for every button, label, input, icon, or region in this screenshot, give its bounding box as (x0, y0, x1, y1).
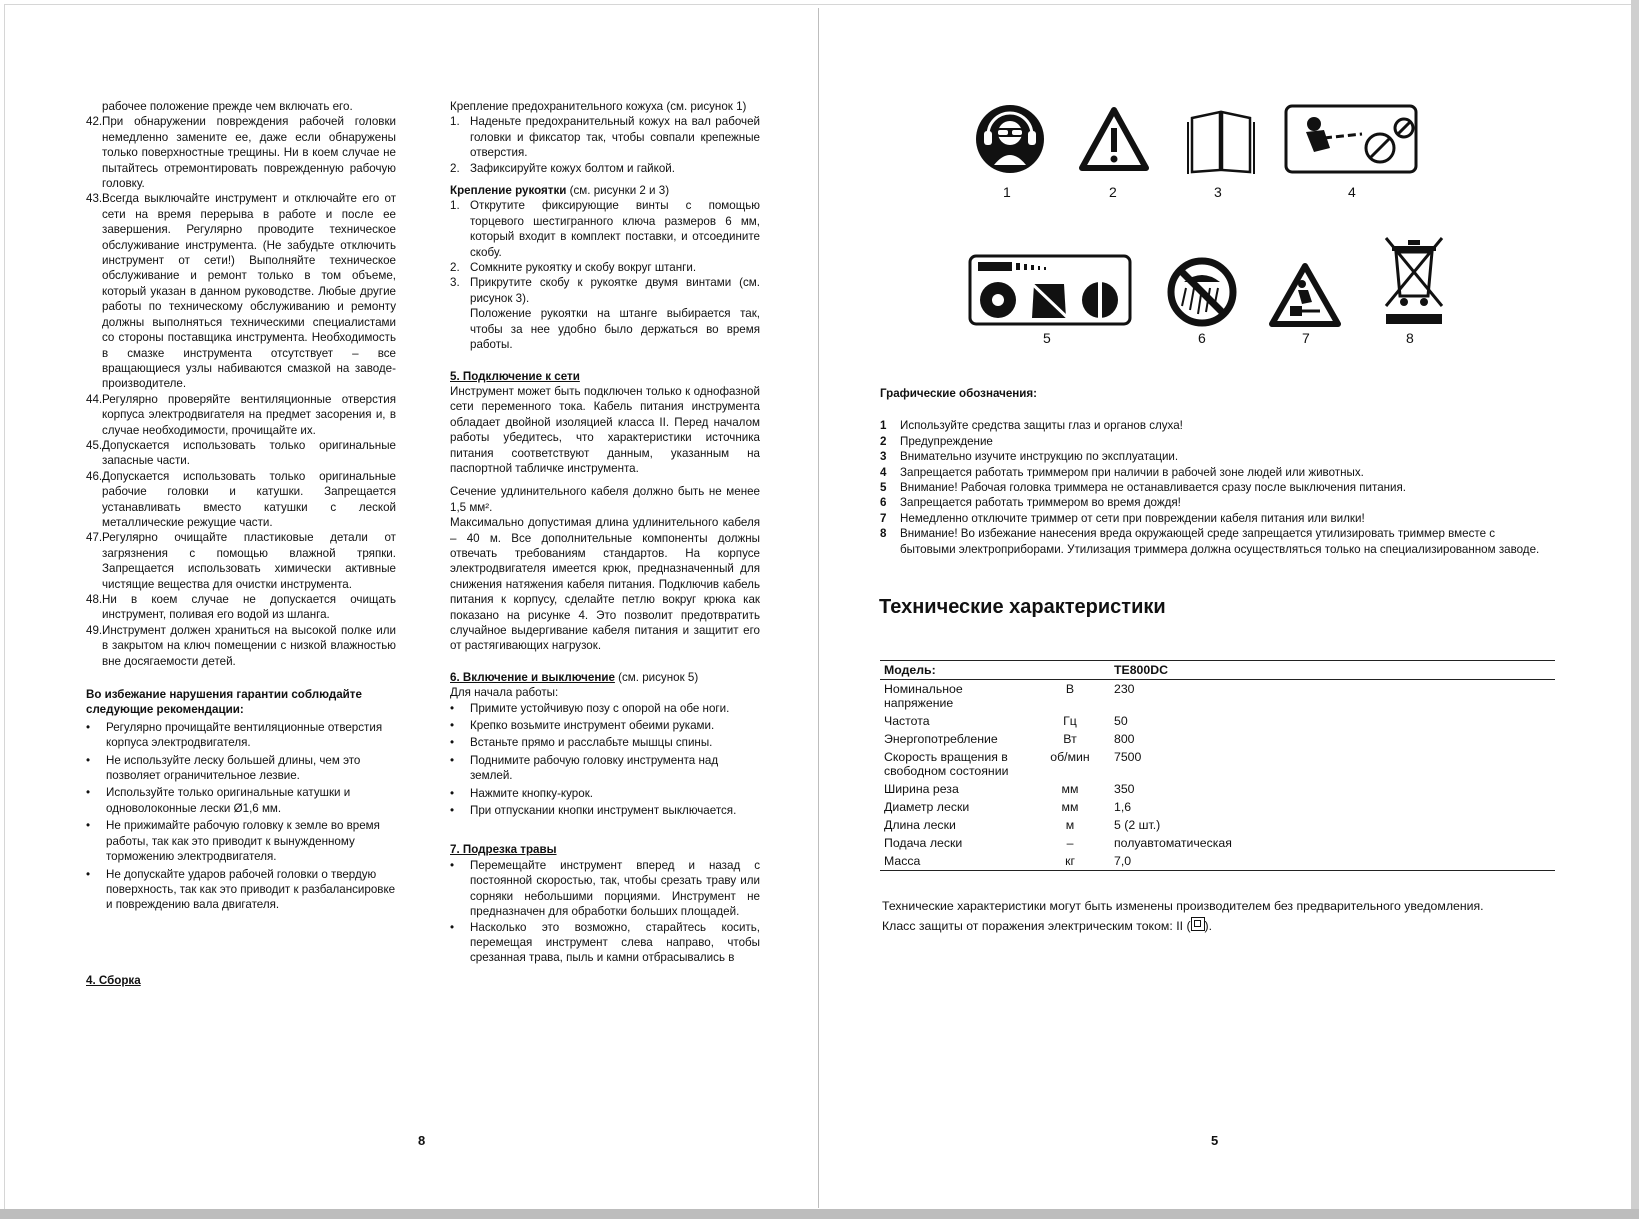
item-number: • (450, 920, 455, 934)
guard-heading: Крепление предохранительного кожуха (см. рисунок 1) (450, 100, 747, 113)
symbol-text: Используйте средства защиты глаз и органов слуха! (900, 419, 1183, 433)
handle-note: Положение рукоятки на штанге выбирается так, чтобы за нее удобно было держаться во время работы. (470, 307, 760, 352)
handle-heading (450, 183, 760, 198)
spec-label: Диаметр лески (884, 800, 970, 814)
list-item (86, 438, 396, 469)
list-item (450, 735, 760, 750)
symbol-text: Запрещается работать триммером во время дождя! (900, 496, 1181, 510)
symbol-text: Внимательно изучите инструкцию по эксплуатации. (900, 450, 1179, 464)
list-item (86, 114, 396, 191)
list-item (450, 161, 760, 176)
item-text: Поднимите рабочую головку инструмента над землей. (470, 753, 719, 783)
section-5-p2: Сечение удлинительного кабеля должно быть не менее 1,5 мм². (450, 485, 760, 514)
item-text: Крепко возьмите инструмент обеими руками. (470, 719, 715, 733)
spec-row (880, 712, 1555, 730)
item-number: • (86, 753, 91, 767)
symbol-item (880, 480, 1550, 495)
list-item (86, 785, 396, 816)
item-number: 45. (86, 438, 103, 452)
item-number: 3. (450, 276, 460, 290)
spec-row (880, 852, 1555, 871)
list-item (450, 260, 760, 275)
spec-label: Скорость вращения в свободном состоянии (884, 750, 1009, 778)
list-item (450, 198, 760, 260)
icon-caption: 4 (1348, 184, 1356, 200)
item-text: Встаньте прямо и расслабьте мышцы спины. (470, 736, 713, 750)
spec-unit: В (1065, 682, 1075, 696)
warning-triangle-icon (1078, 106, 1150, 172)
list-item (86, 623, 396, 669)
section-7-heading: 7. Подрезка травы (450, 843, 557, 857)
item-number: 2. (450, 161, 460, 175)
item-41-tail: рабочее положение прежде чем включать его. (102, 100, 353, 113)
item-number: 2. (450, 261, 460, 275)
item-number: • (86, 720, 91, 734)
spec-row (880, 748, 1555, 780)
item-text: Сомкните рукоятку и скобу вокруг штанги. (470, 261, 697, 275)
list-item (450, 718, 760, 733)
item-number: 1. (450, 115, 460, 129)
spec-row (880, 680, 1555, 713)
spec-label: Длина лески (884, 818, 956, 832)
right-page-number: 5 (1211, 1133, 1219, 1148)
spec-notes (882, 896, 1562, 936)
icon-caption: 1 (1003, 184, 1011, 200)
item-number: 43. (86, 192, 103, 206)
section-6-heading-rest: (см. рисунок 5) (614, 670, 699, 684)
icon-caption: 6 (1198, 330, 1206, 346)
item-number: 1. (450, 199, 460, 213)
list-item (450, 753, 760, 784)
spec-unit: мм (1061, 800, 1079, 814)
list-item (450, 275, 760, 306)
section-6-list (450, 701, 760, 819)
recycling-bin-crossed-icon (1382, 234, 1446, 328)
list-item (86, 530, 396, 592)
symbols-list (880, 418, 1550, 557)
symbol-item (880, 465, 1550, 480)
item-number: • (450, 719, 455, 733)
rotating-head-warning-icon (968, 254, 1132, 326)
item-text: Регулярно прочищайте вентиляционные отверстия корпуса электродвигателя. (106, 720, 383, 750)
section-5-p3: Максимально допустимая длина удлинительного кабеля – 40 м. Все дополнительные компоненты должны отвечать требованиям стандартов. На корпусе электродвигателя имеется крюк, предназначенный для снижения натяжения кабеля питания. Подключив кабель питания к корпусу, сделайте петлю вокруг крюка как показано на рисунке 4. Это позволит предотвратить случайное выдергивание кабеля питания и защитит его от растягивающих нагрузок. (450, 516, 760, 653)
icon-caption: 5 (1043, 330, 1051, 346)
spec-row (880, 780, 1555, 798)
list-item (86, 469, 396, 531)
item-number: • (450, 858, 455, 872)
item-number: • (86, 786, 91, 800)
list-item (450, 803, 760, 818)
page-divider (818, 8, 819, 1208)
handle-steps (450, 198, 760, 306)
spec-value: 1,6 (1114, 800, 1132, 814)
item-text: Прикрутите скобу к рукоятке двумя винтами (см. рисунок 3). (470, 276, 760, 305)
section-6-intro: Для начала работы: (450, 686, 559, 700)
item-text: Инструмент должен храниться на высокой полке или в закрытом на ключ помещении с низкой влажностью вне досягаемости детей. (102, 623, 396, 668)
item-text: Открутите фиксирующие винты с помощью торцевого шестигранного ключа размеров 6 мм, который входит в комплект поставки, и отсоедините скобу. (470, 199, 760, 259)
item-number: 42. (86, 115, 103, 129)
spec-unit: м (1065, 818, 1075, 832)
symbol-item (880, 449, 1550, 464)
spec-header-row (880, 661, 1555, 680)
list-item (86, 818, 396, 864)
item-number: • (450, 786, 455, 800)
item-number: 49. (86, 623, 103, 637)
spec-value: 350 (1114, 782, 1135, 796)
list-item (86, 720, 396, 751)
item-text: При отпускании кнопки инструмент выключается. (470, 804, 737, 818)
warranty-list (86, 720, 396, 913)
item-text: Используйте только оригинальные катушки и одноволоконные лески Ø1,6 мм. (106, 786, 351, 815)
icon-caption: 3 (1214, 184, 1222, 200)
double-insulation-icon (1191, 917, 1205, 931)
section-5-p1: Инструмент может быть подключен только к однофазной сети переменного тока. Кабель питания инструмента обладает двойной изоляцией класса II. Перед началом работы убедитесь, что характеристики источника питания соответствуют данным, указанным на паспортной табличке инструмента. (450, 384, 760, 475)
list-item (86, 392, 396, 438)
item-text: Перемещайте инструмент вперед и назад с постоянной скоростью, так, чтобы срезать траву или сорняки небольшими порциями. Инструмент не предназначен для обработки больших площадей. (470, 858, 760, 919)
protection-class-end: ). (1204, 919, 1213, 933)
spec-unit: кг (1030, 852, 1110, 871)
spec-label: Подача лески (884, 836, 963, 850)
item-text: Не допускайте ударов рабочей головки о твердую поверхность, так как это приводит к разбалансировке и повреждению вала двигателя. (106, 867, 396, 912)
list-item (450, 858, 760, 920)
spec-value: 230 (1114, 682, 1135, 696)
section-5-heading: 5. Подключение к сети (450, 369, 580, 383)
list-item (450, 114, 760, 160)
spec-header-value: TE800DC (1110, 661, 1555, 680)
left-column-1 (86, 99, 396, 988)
no-rain-icon (1166, 256, 1238, 328)
item-text: Допускается использовать только оригинальные рабочие головки и катушки. Запрещается устанавливать вместо катушки с леской металлические режущие части. (102, 469, 396, 529)
item-number: • (450, 736, 455, 750)
left-page-number: 8 (418, 1133, 426, 1148)
spec-row (880, 834, 1555, 852)
spec-value: 50 (1114, 714, 1128, 728)
list-item (450, 701, 760, 716)
spec-label: Энергопотребление (884, 732, 998, 746)
section-4-heading: 4. Сборка (86, 973, 141, 987)
left-column-2 (450, 99, 760, 966)
spec-value: полуавтоматическая (1114, 836, 1232, 850)
symbol-text: Внимание! Во избежание нанесения вреда окружающей среде запрещается утилизировать триммер вместе с бытовыми электроприборами. Утилизация триммера должна осуществляться только на специализированном заводе. (900, 527, 1540, 556)
electric-cable-warning-icon (1268, 262, 1342, 328)
scan-edge-right (1631, 0, 1639, 1219)
item-number: • (450, 701, 455, 715)
spec-row (880, 798, 1555, 816)
list-item (86, 191, 396, 391)
spec-row (880, 816, 1555, 834)
item-text: Всегда выключайте инструмент и отключайте его от сети на время перерыва в работе и после ее завершения. Регулярно проводите техническое обслуживание инструмента. (Не забудьте отключить инструмент от сети!) Выполняйте техническое обслуживание и ремонт только в том объеме, который указан в данном руководстве. Любые другие работы по техническому обслуживанию и ремонту должны выполняться техническими специалистами со стороны поставщика инструмента. Необходимость в смазке инструмента отсутствует – все вращающиеся узлы набиваются смазкой на заводе-производителе. (102, 192, 396, 391)
item-text: Нажмите кнопку-курок. (470, 786, 593, 800)
section-7-list (450, 858, 760, 966)
tech-title: Технические характеристики (879, 596, 1166, 618)
guard-steps (450, 114, 760, 176)
list-item (450, 920, 760, 966)
list-item (86, 867, 396, 913)
spec-unit: Вт (1063, 732, 1077, 746)
icon-caption: 7 (1302, 330, 1310, 346)
protection-class-text: Класс защиты от поражения электрическим током: II ( (882, 919, 1191, 933)
manual-book-icon (1186, 106, 1256, 176)
item-number: 48. (86, 593, 103, 606)
list-item (86, 592, 396, 623)
spec-label: Масса (880, 852, 1030, 871)
spec-note: Технические характеристики могут быть изменены производителем без предварительного уведомления. (882, 899, 1484, 913)
spec-label: Номинальное напряжение (884, 682, 963, 710)
spec-header-label: Модель: (880, 661, 1030, 680)
item-text: При обнаружении повреждения рабочей головки немедленно замените ее, даже если обнаружены только поверхностные трещины. Ни в коем случае не пытайтесь отремонтировать поврежденную рабочую головку. (102, 115, 396, 191)
handle-heading-bold: Крепление рукоятки (450, 184, 567, 198)
item-text: Примите устойчивую позу с опорой на обе ноги. (470, 701, 730, 715)
symbols-section (880, 386, 1550, 557)
symbol-item (880, 418, 1550, 433)
item-number: • (86, 819, 91, 833)
icon-caption: 8 (1406, 330, 1414, 346)
spec-value: 800 (1114, 732, 1135, 746)
item-text: Регулярно очищайте пластиковые детали от загрязнения с помощью влажной тряпки. Запрещается использовать химически активные чистящие вещества для очистки инструмента. (102, 531, 396, 591)
bystanders-prohibited-icon (1284, 104, 1418, 174)
item-number: 47. (86, 531, 103, 545)
spec-unit: об/мин (1050, 750, 1090, 764)
section-6-heading-text: 6. Включение и выключение (450, 670, 615, 684)
spec-header-unit (1030, 661, 1110, 680)
spec-row (880, 730, 1555, 748)
warranty-heading: Во избежание нарушения гарантии соблюдайте следующие рекомендации: (86, 688, 362, 717)
symbol-text: Предупреждение (900, 434, 993, 448)
symbol-item (880, 511, 1550, 526)
list-item (86, 753, 396, 784)
symbol-number: 2 (880, 434, 887, 448)
symbol-text: Запрещается работать триммером при наличии в рабочей зоне людей или животных. (900, 465, 1364, 479)
symbol-text: Немедленно отключите триммер от сети при повреждении кабеля питания или вилки! (900, 511, 1365, 525)
spec-value: 7500 (1114, 750, 1142, 764)
symbol-text: Внимание! Рабочая головка триммера не останавливается сразу после выключения питания. (900, 481, 1407, 495)
spec-value: 7,0 (1110, 852, 1555, 871)
spec-unit: Гц (1063, 714, 1077, 728)
symbol-item (880, 434, 1550, 449)
item-text: Насколько это возможно, старайтесь косить, перемещая инструмент слева направо, чтобы срезанная трава, пыль и камни отбрасывались в (470, 920, 760, 965)
list-item (450, 786, 760, 801)
symbol-number: 3 (880, 450, 887, 464)
item-number: 44. (86, 392, 103, 406)
item-text: Не используйте леску большей длины, чем это позволяет ограничительное лезвие. (106, 753, 361, 783)
symbol-number: 4 (880, 465, 887, 479)
spec-unit: – (1066, 836, 1074, 850)
item-text: Зафиксируйте кожух болтом и гайкой. (470, 161, 675, 175)
scan-edge-bottom (0, 1209, 1639, 1219)
spec-value: 5 (2 шт.) (1114, 818, 1161, 832)
symbols-heading: Графические обозначения: (880, 387, 1038, 400)
item-text: Регулярно проверяйте вентиляционные отверстия корпуса электродвигателя на предмет засорения и, в случае необходимости, прочищайте их. (102, 392, 396, 437)
symbol-number: 5 (880, 481, 887, 495)
handle-heading-rest: (см. рисунки 2 и 3) (566, 184, 670, 198)
item-number: • (450, 804, 455, 818)
item-text: Не прижимайте рабочую головку к земле во время работы, так как это приводит к вынужденному торможению электродвигателя. (106, 819, 380, 864)
spec-label: Ширина реза (884, 782, 959, 796)
item-text: Допускается использовать только оригинальные запасные части. (102, 438, 396, 468)
numbered-list (86, 114, 396, 669)
section-6-heading (450, 670, 760, 685)
eye-ear-protection-icon (974, 103, 1046, 175)
symbol-number: 1 (880, 419, 887, 433)
protection-class (882, 916, 1562, 936)
spec-label: Частота (884, 714, 930, 728)
symbol-number: 8 (880, 527, 887, 541)
item-text: Наденьте предохранительный кожух на вал рабочей головки и фиксатор так, чтобы совпали крепежные отверстия. (470, 115, 760, 160)
symbol-item (880, 526, 1550, 557)
item-number: • (450, 753, 455, 767)
item-number: 46. (86, 469, 103, 483)
icon-caption: 2 (1109, 184, 1117, 200)
spec-table (880, 660, 1555, 871)
spec-unit: мм (1061, 782, 1079, 796)
symbol-number: 6 (880, 496, 887, 510)
item-text: Ни в коем случае не допускается очищать инструмент, поливая его водой из шланга. (102, 593, 396, 622)
symbol-number: 7 (880, 511, 887, 525)
symbol-item (880, 495, 1550, 510)
item-number: • (86, 867, 91, 881)
